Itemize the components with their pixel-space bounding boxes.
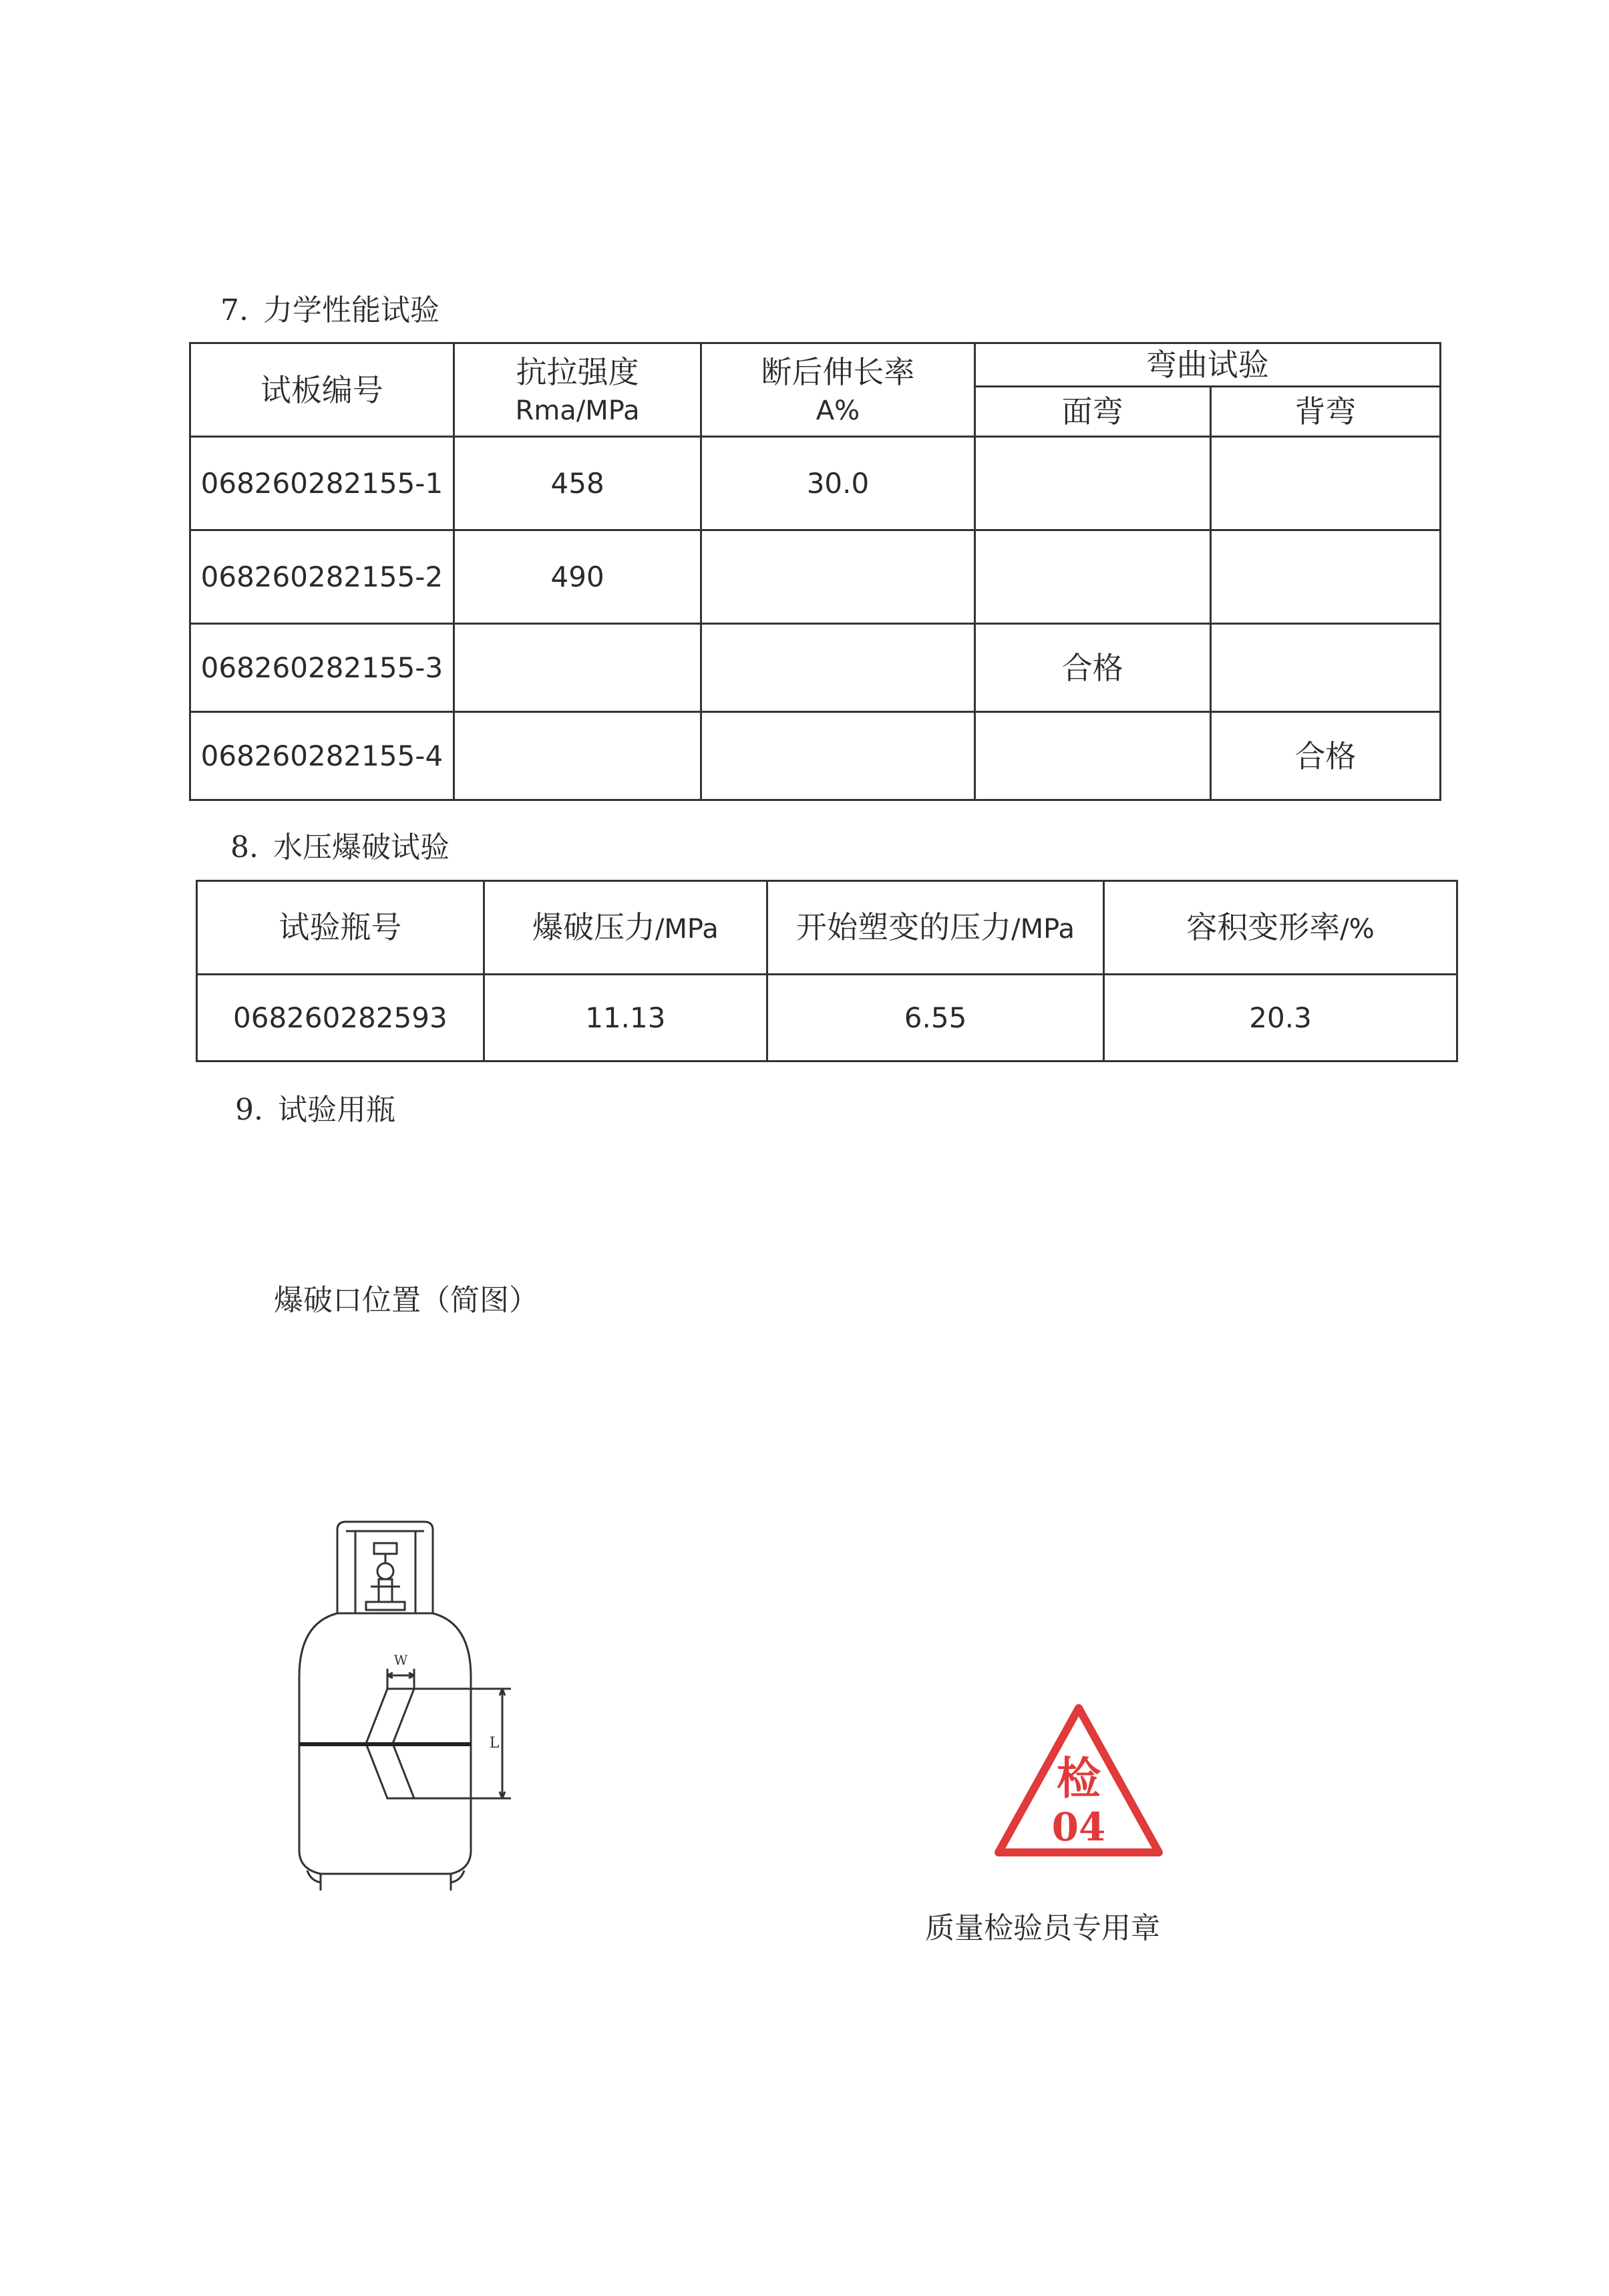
elongation-value (701, 530, 974, 624)
section-7-title: 力学性能试验 (262, 293, 439, 327)
section-7-number: 7. (220, 293, 248, 327)
width-label: W (393, 1652, 408, 1668)
face-bend-value (974, 437, 1210, 530)
header-face-bend: 面弯 (974, 387, 1210, 437)
section-9-number: 9. (235, 1093, 263, 1127)
section-8-number: 8. (230, 830, 258, 864)
back-bend-value: 合格 (1210, 712, 1440, 800)
back-bend-value (1210, 624, 1440, 712)
table-row (190, 624, 1441, 712)
header-yield-pressure (767, 881, 1104, 975)
yield-pressure-value: 6.55 (767, 975, 1104, 1061)
header-volume-deformation (1104, 881, 1457, 975)
gas-cylinder-diagram (294, 1516, 548, 1891)
table-row (190, 437, 1441, 530)
volume-unit: /% (1340, 914, 1375, 945)
elongation-unit: A% (816, 395, 860, 426)
header-tensile-strength (454, 343, 701, 437)
mechanical-test-table (189, 342, 1441, 801)
section-9-heading (235, 1086, 395, 1128)
face-bend-value (974, 712, 1210, 800)
specimen-id: 068260282155-3 (190, 624, 454, 712)
tensile-value: 458 (454, 437, 701, 530)
burst-label: 爆破压力 (532, 909, 655, 946)
face-bend-value: 合格 (974, 624, 1210, 712)
length-label: L (489, 1735, 500, 1752)
tensile-label: 抗拉强度 (516, 353, 639, 390)
tensile-unit: Rma/MPa (515, 395, 640, 426)
burst-unit: /MPa (655, 914, 719, 945)
specimen-id: 068260282155-4 (190, 712, 454, 800)
elongation-value (701, 624, 974, 712)
header-elongation (701, 343, 974, 437)
stamp-caption: 质量检验员专用章 (925, 1911, 1160, 1945)
diagram-caption: 爆破口位置（简图） (274, 1283, 538, 1317)
specimen-id: 068260282155-2 (190, 530, 454, 624)
section-7-heading (220, 286, 439, 329)
yield-unit: /MPa (1011, 914, 1075, 945)
table-row (190, 530, 1441, 624)
header-burst-pressure (484, 881, 767, 975)
header-bottle-no: 试验瓶号 (197, 881, 484, 975)
stamp-code: 04 (1051, 1804, 1106, 1850)
tensile-value (454, 624, 701, 712)
back-bend-value (1210, 437, 1440, 530)
header-bend-test: 弯曲试验 (974, 343, 1440, 387)
cylinder-collar (337, 1522, 433, 1613)
elongation-value (701, 712, 974, 800)
elongation-value: 30.0 (701, 437, 974, 530)
inspector-stamp (989, 1700, 1169, 1867)
volume-deformation-value: 20.3 (1104, 975, 1457, 1061)
volume-label: 容积变形率 (1186, 909, 1340, 946)
burst-pressure-value: 11.13 (484, 975, 767, 1061)
elongation-label: 断后伸长率 (761, 353, 915, 390)
face-bend-value (974, 530, 1210, 624)
section-8-heading (230, 823, 450, 866)
specimen-id: 068260282155-1 (190, 437, 454, 530)
section-8-title: 水压爆破试验 (273, 830, 450, 864)
tensile-value (454, 712, 701, 800)
section-9-title: 试验用瓶 (277, 1093, 395, 1127)
bottle-no-value: 068260282593 (197, 975, 484, 1061)
table-row (190, 712, 1441, 800)
yield-label: 开始塑变的压力 (796, 909, 1012, 946)
tensile-value: 490 (454, 530, 701, 624)
header-specimen-no: 试板编号 (190, 343, 454, 437)
burst-test-table (196, 880, 1458, 1062)
stamp-char: 检 (1057, 1752, 1101, 1804)
table-row (197, 975, 1457, 1061)
header-back-bend: 背弯 (1210, 387, 1440, 437)
back-bend-value (1210, 530, 1440, 624)
